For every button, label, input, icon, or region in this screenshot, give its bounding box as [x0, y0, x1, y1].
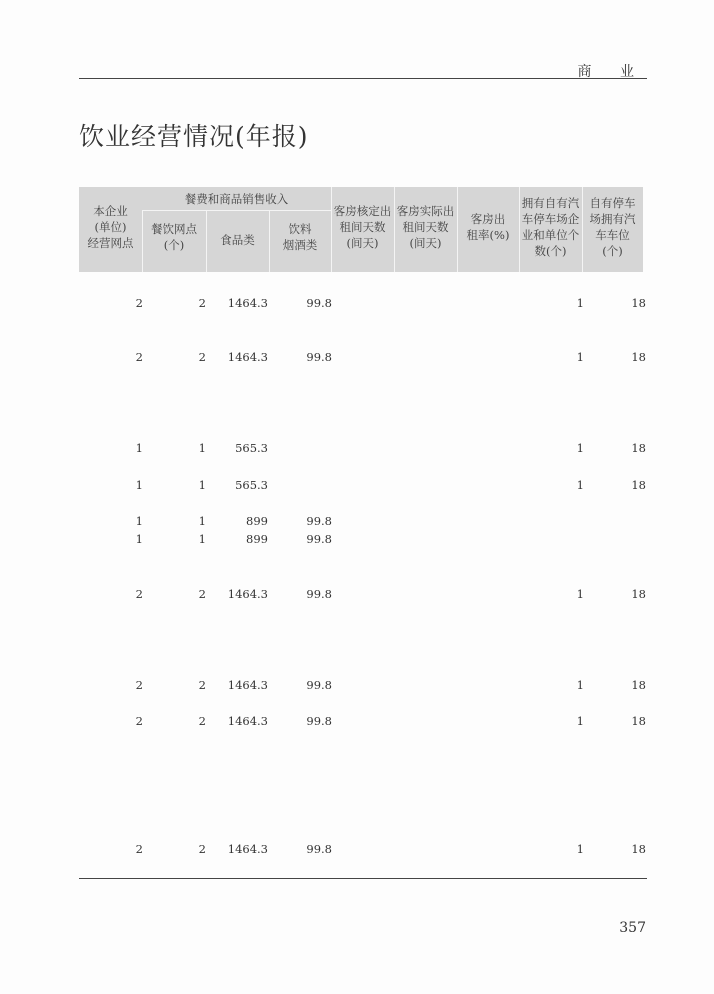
cell-outlets: 2	[135, 296, 143, 310]
col-room-actual-header: 客房实际出 租间天数 (间天)	[396, 204, 455, 250]
cell-outlets: 1	[135, 441, 143, 455]
cell-parking-units: 1	[576, 441, 584, 455]
cell-dining-outlets: 2	[198, 714, 206, 728]
col-parking-spaces-header: 自有停车 场拥有汽 车车位 (个)	[589, 196, 636, 258]
cell-beverage: 99.8	[306, 842, 332, 856]
cell-beverage: 99.8	[306, 714, 332, 728]
cell-beverage: 99.8	[306, 678, 332, 692]
col-dining-outlets-header: 餐饮网点 (个)	[151, 222, 197, 252]
cell-outlets: 2	[135, 714, 143, 728]
cell-food: 1464.3	[227, 714, 268, 728]
cell-parking-spaces: 18	[631, 587, 646, 601]
cell-parking-units: 1	[576, 842, 584, 856]
table-row	[0, 441, 714, 457]
cell-food: 1464.3	[227, 350, 268, 364]
col-occupancy-header: 客房出 租率(%)	[466, 212, 510, 242]
cell-parking-spaces: 18	[631, 296, 646, 310]
cell-dining-outlets: 1	[198, 441, 206, 455]
page-title: 饮业经营情况(年报)	[79, 122, 309, 151]
cell-food: 899	[246, 514, 268, 528]
cell-parking-units: 1	[576, 478, 584, 492]
cell-food: 1464.3	[227, 587, 268, 601]
col-parking-units-header: 拥有自有汽 车停车场企 业和单位个 数(个)	[521, 196, 580, 258]
table-row	[0, 350, 714, 366]
table-row	[0, 714, 714, 730]
table-row	[0, 514, 714, 530]
cell-beverage: 99.8	[306, 296, 332, 310]
table-row	[0, 532, 714, 548]
cell-food: 899	[246, 532, 268, 546]
section-header: 商 业	[577, 64, 646, 80]
cell-beverage: 99.8	[306, 350, 332, 364]
cell-parking-spaces: 18	[631, 714, 646, 728]
cell-food: 1464.3	[227, 842, 268, 856]
cell-food: 1464.3	[227, 296, 268, 310]
cell-dining-outlets: 1	[198, 478, 206, 492]
cell-dining-outlets: 2	[198, 587, 206, 601]
cell-parking-units: 1	[576, 587, 584, 601]
cell-outlets: 2	[135, 350, 143, 364]
cell-outlets: 2	[135, 678, 143, 692]
cell-dining-outlets: 2	[198, 350, 206, 364]
cell-beverage: 99.8	[306, 532, 332, 546]
cell-dining-outlets: 2	[198, 296, 206, 310]
cell-parking-spaces: 18	[631, 678, 646, 692]
cell-dining-outlets: 1	[198, 532, 206, 546]
cell-food: 565.3	[235, 478, 268, 492]
cell-parking-spaces: 18	[631, 842, 646, 856]
top-rule	[79, 78, 647, 79]
col-room-rated-header: 客房核定出 租间天数 (间天)	[333, 204, 392, 250]
table-header	[79, 187, 643, 272]
cell-parking-units: 1	[576, 296, 584, 310]
cell-parking-units: 1	[576, 714, 584, 728]
cell-beverage: 99.8	[306, 587, 332, 601]
col-food-header: 食品类	[220, 233, 255, 247]
cell-parking-units: 1	[576, 350, 584, 364]
cell-parking-spaces: 18	[631, 441, 646, 455]
cell-food: 1464.3	[227, 678, 268, 692]
cell-outlets: 2	[135, 842, 143, 856]
cell-outlets: 1	[135, 478, 143, 492]
cell-food: 565.3	[235, 441, 268, 455]
cell-parking-units: 1	[576, 678, 584, 692]
col-beverage-header: 饮料 烟酒类	[282, 222, 318, 252]
cell-parking-spaces: 18	[631, 478, 646, 492]
cell-dining-outlets: 2	[198, 842, 206, 856]
cell-beverage: 99.8	[306, 514, 332, 528]
cell-dining-outlets: 2	[198, 678, 206, 692]
cell-parking-spaces: 18	[631, 350, 646, 364]
cell-outlets: 2	[135, 587, 143, 601]
bottom-rule	[79, 878, 647, 879]
table-row	[0, 478, 714, 494]
table-row	[0, 296, 714, 312]
cell-outlets: 1	[135, 532, 143, 546]
page-number: 357	[619, 920, 646, 936]
table-row	[0, 587, 714, 603]
cell-dining-outlets: 1	[198, 514, 206, 528]
col-outlets-header: 本企业 (单位) 经营网点	[87, 204, 134, 250]
table-row	[0, 678, 714, 694]
cell-outlets: 1	[135, 514, 143, 528]
col-group-header: 餐费和商品销售收入	[184, 192, 289, 206]
table-row	[0, 842, 714, 858]
